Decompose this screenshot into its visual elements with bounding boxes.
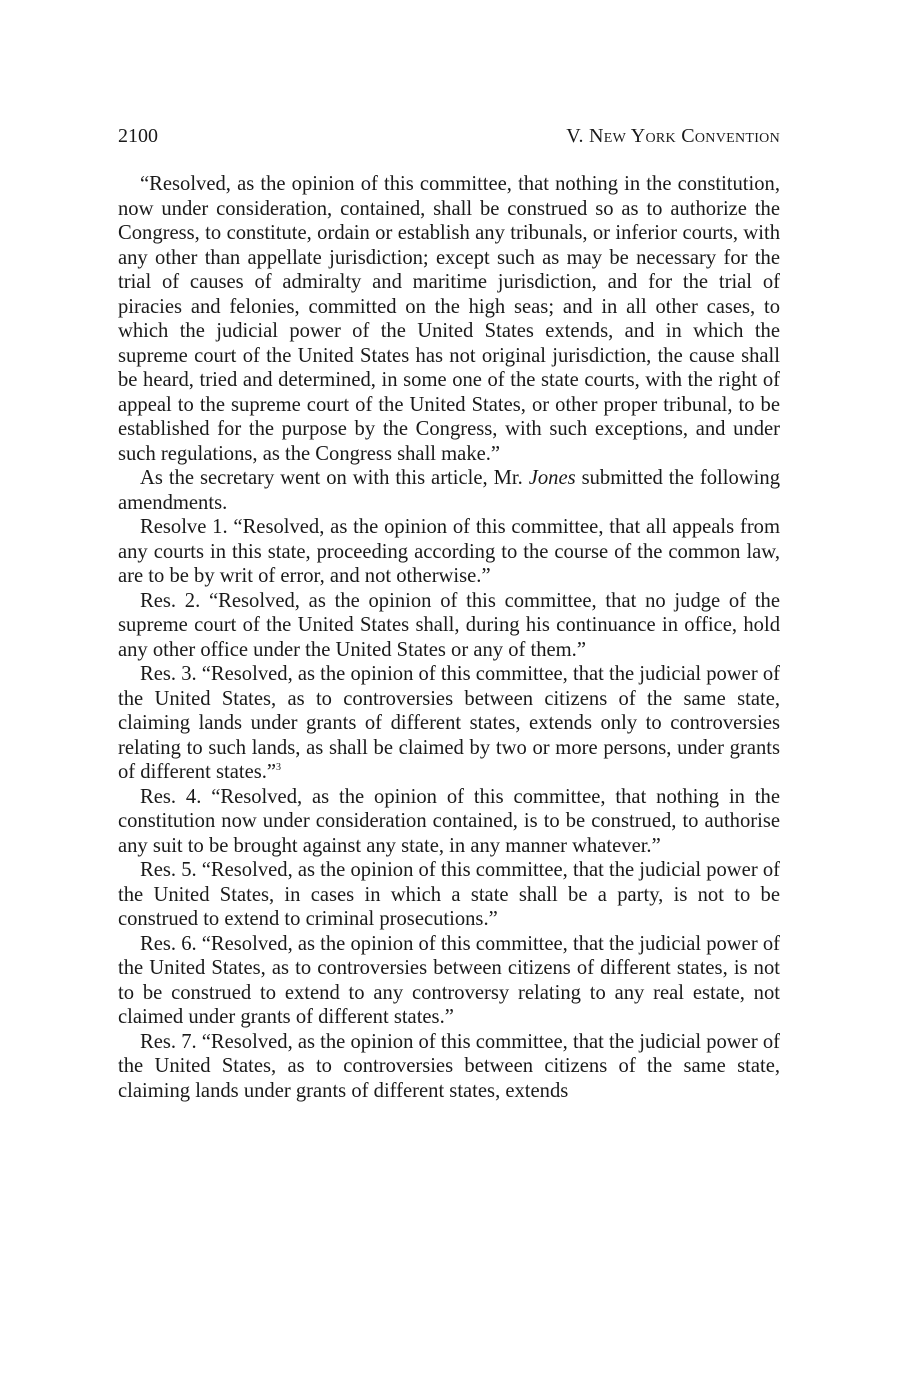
footnote-marker: 3 xyxy=(276,762,282,774)
paragraph-text: As the secretary went on with this article, Mr. xyxy=(140,467,529,489)
paragraph-res-2: Res. 2. “Resolved, as the opinion of this committee, that no judge of the supreme court of the United States shall, during his continuance in office, hold any other office under the United States or any of them.” xyxy=(118,589,780,661)
paragraph-res-5: Res. 5. “Resolved, as the opinion of this committee, that the judicial power of the United States, in cases in which a state shall be a party, is not to be construed to extend to criminal prosecutions.” xyxy=(118,859,780,930)
paragraph-text: Res. 3. “Resolved, as the opinion of this committee, that the judicial power of the United States, as to controversies between citizens of the same state, claiming lands under grants of different states, extends only to controversies relating to such lands, as shall be claimed by two or more persons, under grants of different states.” xyxy=(118,663,780,783)
paragraph-text: submitted the following amendments. xyxy=(118,467,780,514)
paragraph-res-7: Res. 7. “Resolved, as the opinion of this committee, that the judicial power of the United States, as to controversies between citizens of the same state, claiming lands under grants of different states, extends xyxy=(118,1030,780,1102)
document-page xyxy=(118,122,780,1103)
page-number: 2100 xyxy=(118,125,158,147)
paragraph-resolution-judiciary: “Resolved, as the opinion of this committee, that nothing in the constitution, now under consideration, contained, shall be construed so as to authorize the Congress, to constitute, ordain or establish any tribunals, or inferior courts, with any other than appellate jurisdiction; except such as may be necessary for the trial of causes of admiralty and maritime jurisdiction, and for the trial of piracies and felonies, committed on the high seas; and in all other cases, to which the judicial power of the United States extends, and in which the supreme court of the United States has not original jurisdiction, the cause shall be heard, tried and determined, in some one of the state courts, with the right of appeal to the supreme court of the United States, or other proper tribunal, to be established for the purpose by the Congress, with such exceptions, and under such regulations, as the Congress shall make.” xyxy=(118,173,780,465)
paragraph-jones-amendments xyxy=(118,466,780,515)
paragraph-res-4: Res. 4. “Resolved, as the opinion of this committee, that nothing in the constitution now under consideration contained, is to be construed, to authorise any suit to be brought against any state, in any manner whatever.” xyxy=(118,785,780,857)
running-head xyxy=(118,122,780,150)
body-text xyxy=(118,172,780,1103)
paragraph-res-3 xyxy=(118,662,780,785)
paragraph-resolve-1: Resolve 1. “Resolved, as the opinion of this committee, that all appeals from any courts in this state, proceeding according to the course of the common law, are to be by writ of error, and not otherwise.” xyxy=(118,516,780,587)
speaker-name: Jones xyxy=(528,467,576,489)
paragraph-res-6: Res. 6. “Resolved, as the opinion of this committee, that the judicial power of the United States, as to controversies between citizens of different states, is not to be construed to extend to any controversy relating to any real estate, not claimed under grants of different states.” xyxy=(118,932,780,1028)
running-title: V. New York Convention xyxy=(566,125,780,147)
